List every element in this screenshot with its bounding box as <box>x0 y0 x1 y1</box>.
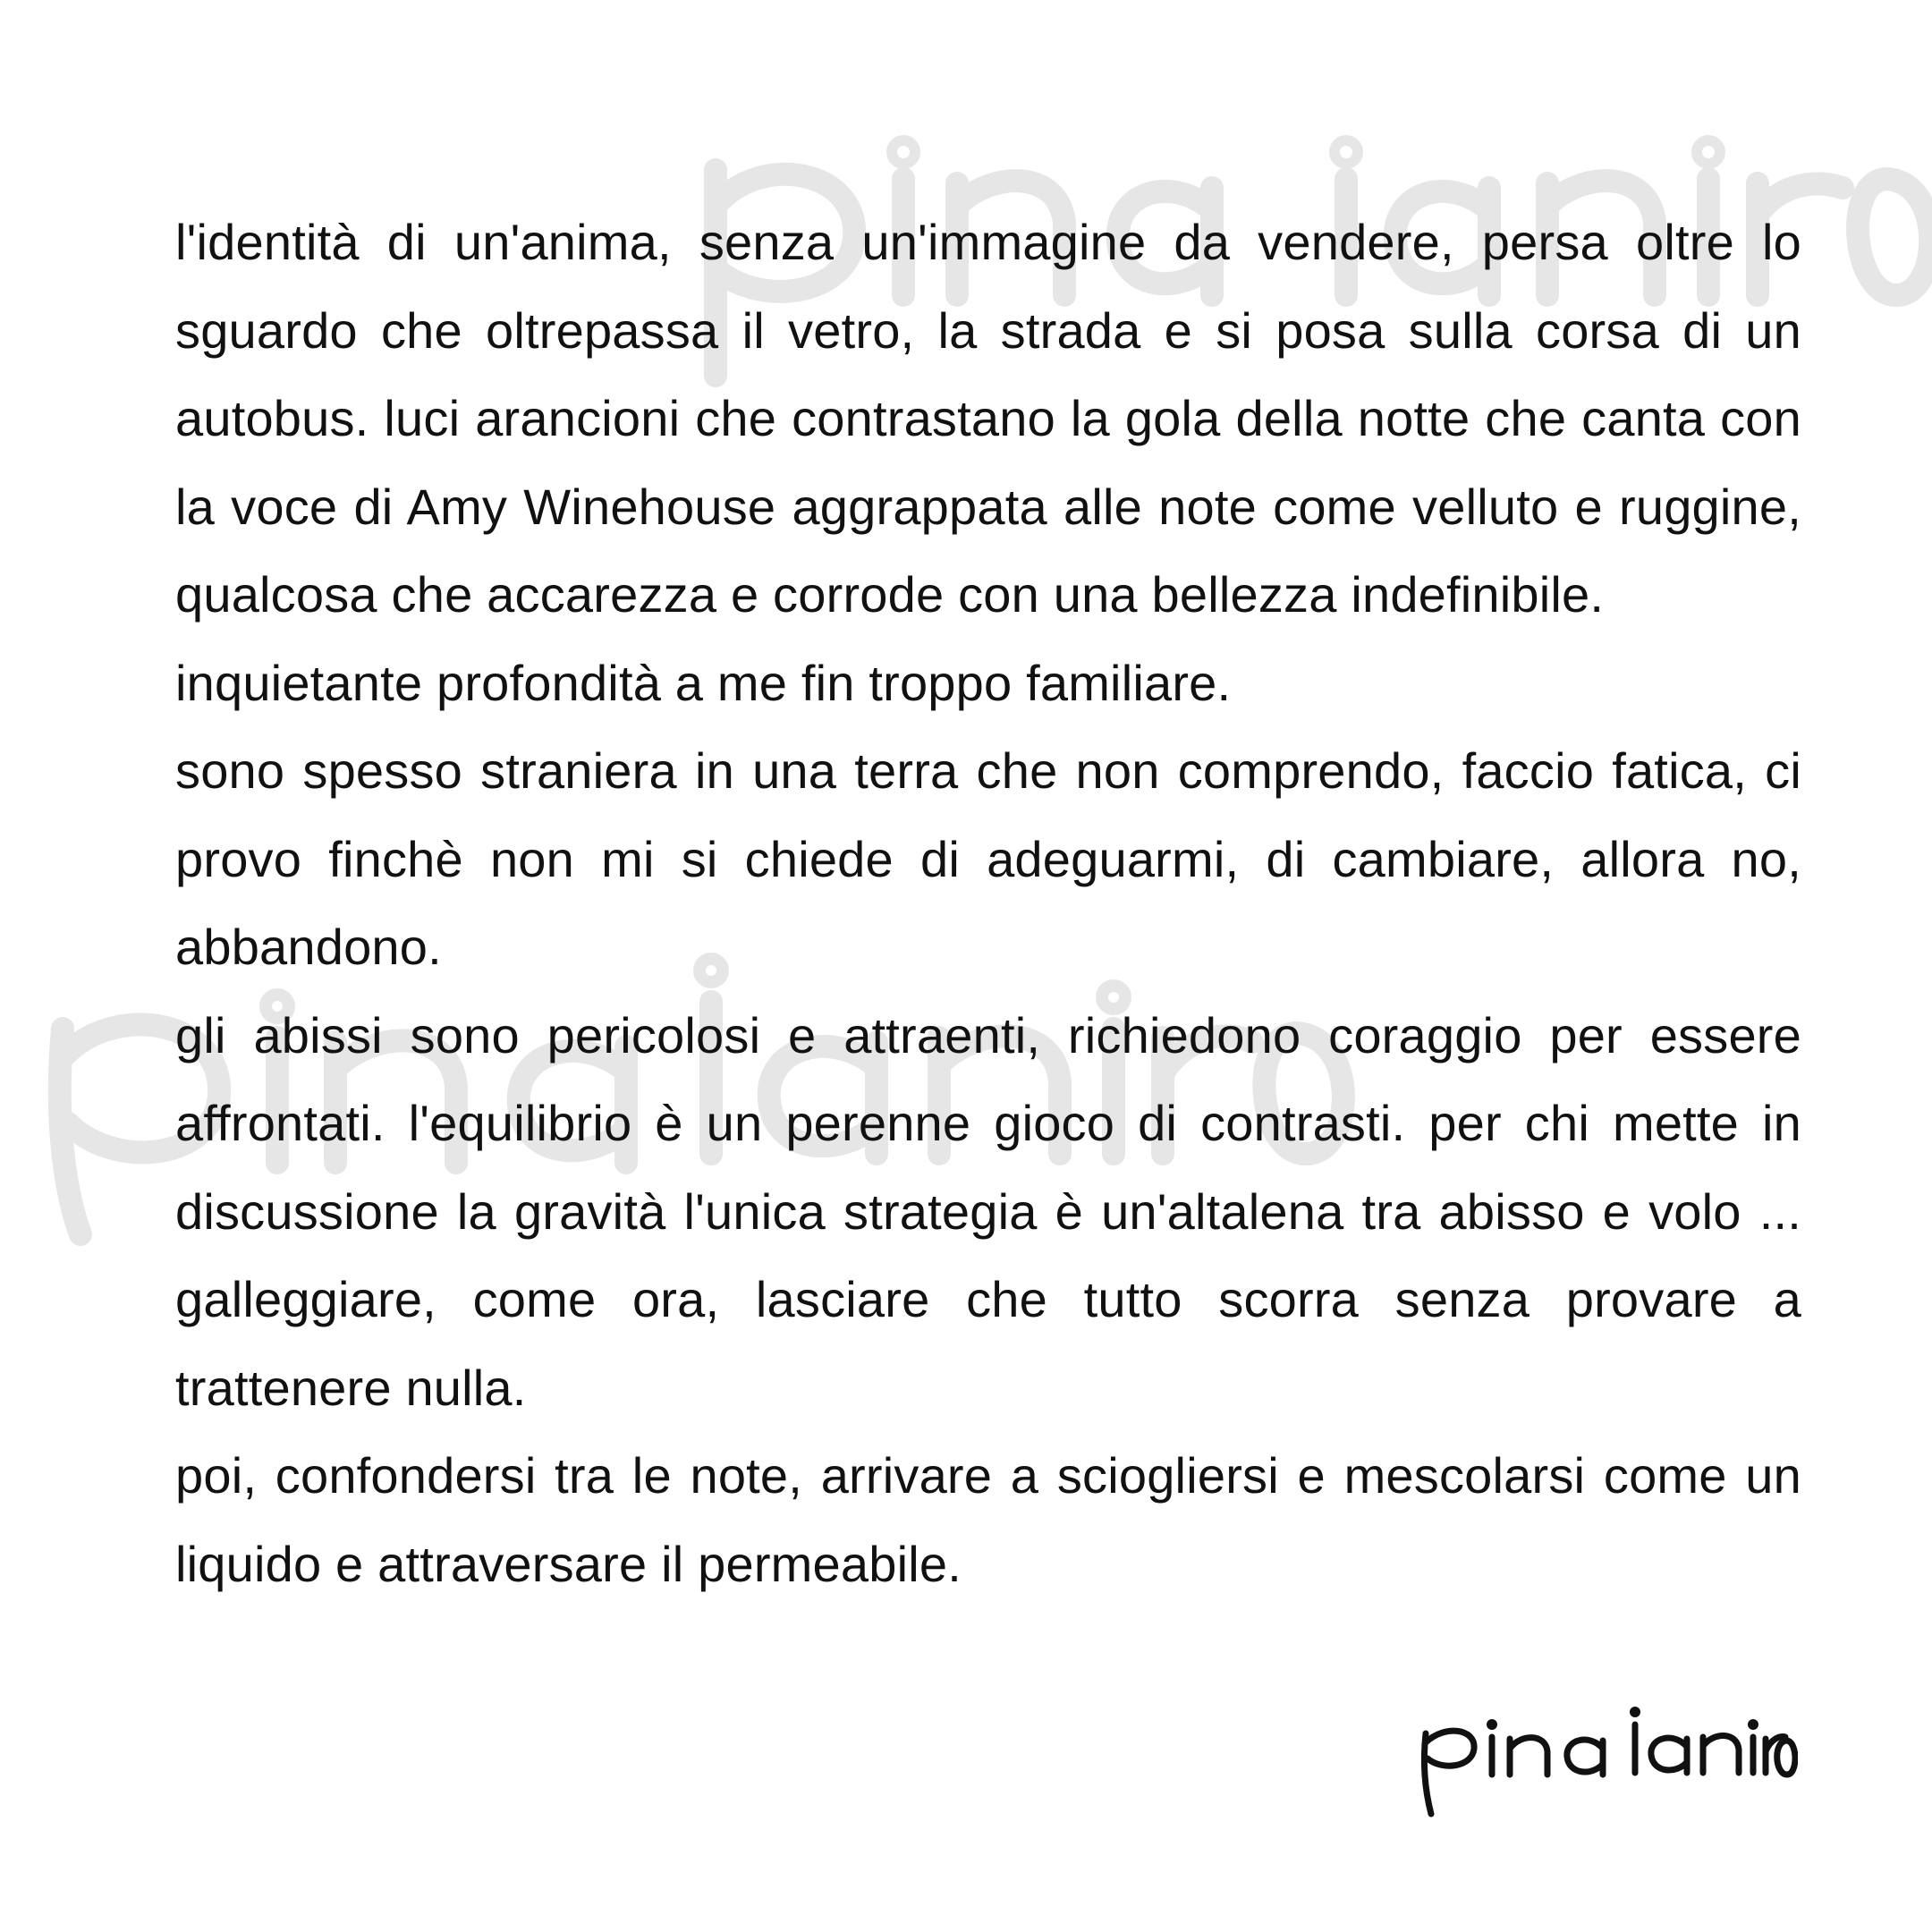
signature-drawing <box>1413 1699 1798 1834</box>
poem-text <box>175 199 1801 1608</box>
paragraph-2: inquietante profondità a me fin troppo familiare. <box>175 654 1232 711</box>
signature <box>1413 1699 1798 1834</box>
paragraph-1: l'identità di un'anima, senza un'immagine da vendere, persa oltre lo sguardo che oltrepassa il vetro, la strada e si posa sulla corsa di un autobus. luci arancioni che contrastano la gola della notte che canta con la voce di Amy Winehouse aggrappata alle note come velluto e ruggine, qualcosa che accarezza e corrode con una bellezza indefinibile. <box>175 214 1801 623</box>
paragraph-5: poi, confondersi tra le note, arrivare a sciogliersi e mescolarsi come un liquido e attraversare il permeabile. <box>175 1447 1801 1592</box>
paragraph-4: gli abissi sono pericolosi e attraenti, richiedono coraggio per essere affrontati. l'equilibrio è un perenne gioco di contrasti. per chi mette in discussione la gravità l'unica strategia è un'altalena tra abisso e volo ... galleggiare, come ora, lasciare che tutto scorra senza provare a trattenere nulla. <box>175 1006 1801 1416</box>
paragraph-3: sono spesso straniera in una terra che non comprendo, faccio fatica, ci provo finchè non mi si chiede di adeguarmi, di cambiare, allora no, abbandono. <box>175 742 1801 975</box>
